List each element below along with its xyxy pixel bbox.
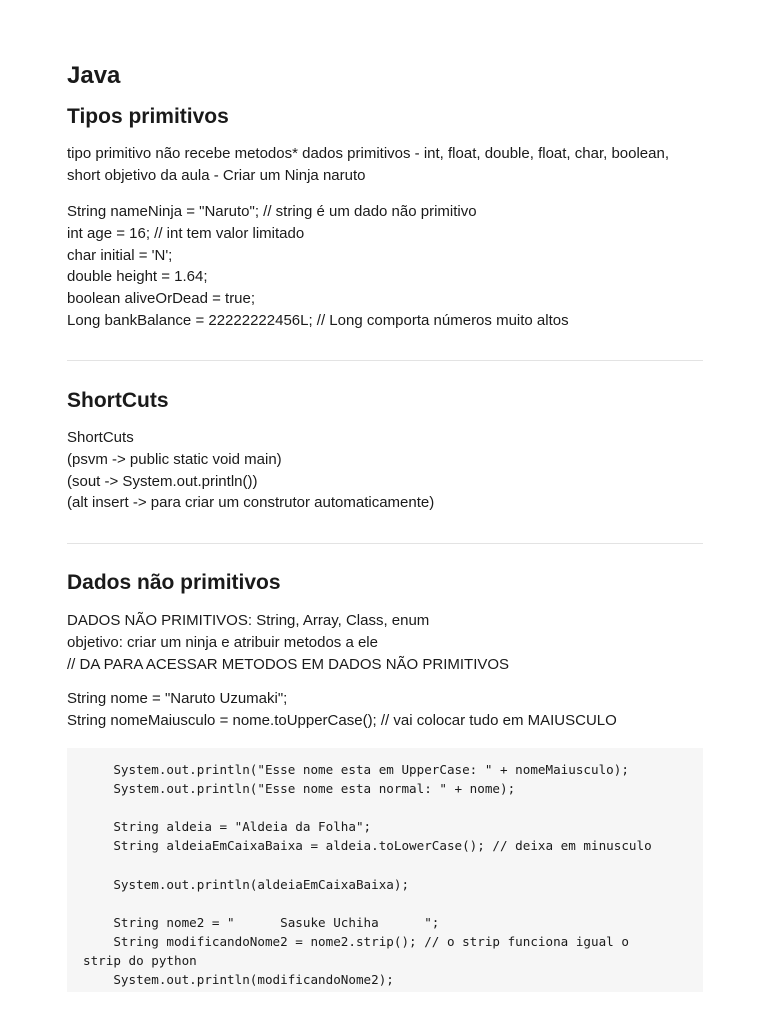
section3-code-lines <box>67 688 703 732</box>
section-heading-dados-nao-primitivos: Dados não primitivos <box>67 571 281 594</box>
text-line: // DA PARA ACESSAR METODOS EM DADOS NÃO PRIMITIVOS <box>67 655 510 673</box>
text-line: Long bankBalance = 22222222456L; // Long comporta números muito altos <box>67 311 569 329</box>
text-line: (psvm -> public static void main) <box>67 450 282 468</box>
text-line: objetivo: criar um ninja e atribuir metodos a ele <box>67 633 378 651</box>
section-divider <box>67 543 703 544</box>
text-line: ShortCuts <box>67 429 134 446</box>
section2-lines <box>67 427 703 514</box>
section1-code-lines <box>67 201 703 332</box>
text-line: String nameNinja = "Naruto"; // string é um dado não primitivo <box>67 203 477 220</box>
text-line: (alt insert -> para criar um construtor automaticamente) <box>67 494 435 512</box>
text-line: boolean aliveOrDead = true; <box>67 290 256 308</box>
text-line: short objetivo da aula - Criar um Ninja naruto <box>67 166 366 184</box>
section1-intro <box>67 143 703 187</box>
section-divider <box>67 360 703 361</box>
text-line: tipo primitivo não recebe metodos* dados primitivos - int, float, double, float, char, boolean, <box>67 145 669 162</box>
text-line: String nomeMaiusculo = nome.toUpperCase(); // vai colocar tudo em MAIUSCULO <box>67 711 617 729</box>
code-block-text: System.out.println("Esse nome esta em UpperCase: " + nomeMaiusculo); System.out.println("Esse nome esta normal: " + nome); String aldeia = "Aldeia da Folha"; String aldeiaEmCaixaBaixa = aldeia.toLowerCase(); // deixa em minusculo System.out.println(aldeiaEmCaixaBaixa); String nome2 = " Sasuke Uchiha "; String modificandoNome2 = nome2.strip(); // o strip funciona igual o strip do python System.out.println(modificandoNome2); <box>83 762 652 988</box>
code-block <box>67 748 703 992</box>
text-line: double height = 1.64; <box>67 268 208 286</box>
text-line: int age = 16; // int tem valor limitado <box>67 224 305 242</box>
page-title: Java <box>67 62 121 89</box>
text-line: char initial = 'N'; <box>67 246 173 264</box>
section3-intro <box>67 610 703 675</box>
text-line: DADOS NÃO PRIMITIVOS: String, Array, Class, enum <box>67 612 430 629</box>
text-line: (sout -> System.out.println()) <box>67 472 258 490</box>
section-heading-tipos-primitivos: Tipos primitivos <box>67 105 229 128</box>
text-line: String nome = "Naruto Uzumaki"; <box>67 690 288 707</box>
section-heading-shortcuts: ShortCuts <box>67 389 169 412</box>
